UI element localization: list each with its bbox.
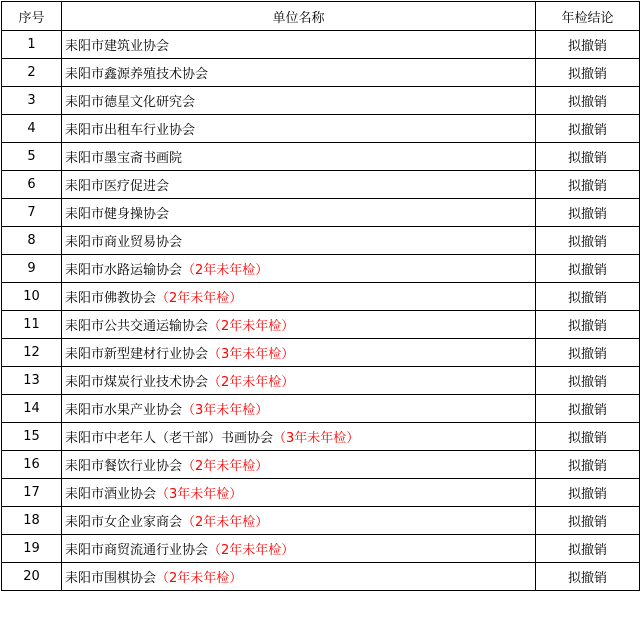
serial-number-cell: 16	[2, 451, 62, 479]
serial-number-cell: 2	[2, 59, 62, 87]
inspection-note: （2年未年检）	[156, 571, 243, 586]
inspection-note: （2年未年检）	[182, 263, 269, 278]
table-row	[2, 31, 640, 59]
unit-name-text: 耒阳市墨宝斋书画院	[65, 151, 183, 166]
unit-name-text: 耒阳市德星文化研究会	[65, 95, 196, 110]
unit-name-text: 耒阳市鑫源养殖技术协会	[65, 67, 209, 82]
table-body	[2, 31, 640, 591]
table-row	[2, 507, 640, 535]
inspection-note: （3年未年检）	[156, 487, 243, 502]
unit-name-text: 耒阳市餐饮行业协会	[65, 459, 183, 474]
table-row	[2, 339, 640, 367]
serial-number-cell: 19	[2, 535, 62, 563]
inspection-result-cell: 拟撤销	[536, 563, 640, 591]
unit-name-text: 耒阳市新型建材行业协会	[65, 347, 209, 362]
unit-name-cell	[62, 199, 536, 227]
header-unit-name: 单位名称	[62, 2, 536, 31]
unit-name-cell	[62, 451, 536, 479]
unit-name-text: 耒阳市建筑业协会	[65, 39, 170, 54]
serial-number-cell: 7	[2, 199, 62, 227]
serial-number-cell: 11	[2, 311, 62, 339]
unit-name-text: 耒阳市酒业协会	[65, 487, 157, 502]
serial-number-cell: 18	[2, 507, 62, 535]
annual-inspection-table	[1, 1, 640, 591]
header-inspection-result: 年检结论	[536, 2, 640, 31]
inspection-result-cell: 拟撤销	[536, 479, 640, 507]
inspection-result-cell: 拟撤销	[536, 283, 640, 311]
unit-name-text: 耒阳市商业贸易协会	[65, 235, 183, 250]
table-row	[2, 143, 640, 171]
table-row	[2, 479, 640, 507]
inspection-note: （3年未年检）	[273, 431, 360, 446]
serial-number-cell: 14	[2, 395, 62, 423]
inspection-result-cell: 拟撤销	[536, 311, 640, 339]
inspection-note: （2年未年检）	[156, 291, 243, 306]
serial-number-cell: 4	[2, 115, 62, 143]
serial-number-cell: 13	[2, 367, 62, 395]
unit-name-cell	[62, 143, 536, 171]
inspection-result-cell: 拟撤销	[536, 507, 640, 535]
unit-name-cell	[62, 507, 536, 535]
inspection-result-cell: 拟撤销	[536, 535, 640, 563]
inspection-note: （2年未年检）	[182, 515, 269, 530]
inspection-result-cell: 拟撤销	[536, 395, 640, 423]
table-row	[2, 311, 640, 339]
unit-name-cell	[62, 563, 536, 591]
unit-name-text: 耒阳市公共交通运输协会	[65, 319, 209, 334]
serial-number-cell: 12	[2, 339, 62, 367]
unit-name-cell	[62, 31, 536, 59]
unit-name-cell	[62, 283, 536, 311]
serial-number-cell: 20	[2, 563, 62, 591]
serial-number-cell: 8	[2, 227, 62, 255]
table-row	[2, 255, 640, 283]
serial-number-cell: 9	[2, 255, 62, 283]
inspection-note: （2年未年检）	[208, 375, 295, 390]
inspection-note: （3年未年检）	[208, 347, 295, 362]
unit-name-text: 耒阳市女企业家商会	[65, 515, 183, 530]
serial-number-cell: 5	[2, 143, 62, 171]
unit-name-cell	[62, 367, 536, 395]
inspection-note: （2年未年检）	[182, 459, 269, 474]
serial-number-cell: 6	[2, 171, 62, 199]
table-row	[2, 115, 640, 143]
inspection-result-cell: 拟撤销	[536, 171, 640, 199]
table-row	[2, 395, 640, 423]
unit-name-cell	[62, 227, 536, 255]
unit-name-text: 耒阳市水路运输协会	[65, 263, 183, 278]
unit-name-text: 耒阳市医疗促进会	[65, 179, 170, 194]
unit-name-text: 耒阳市佛教协会	[65, 291, 157, 306]
table-row	[2, 451, 640, 479]
inspection-note: （2年未年检）	[208, 319, 295, 334]
unit-name-cell	[62, 59, 536, 87]
unit-name-text: 耒阳市健身操协会	[65, 207, 170, 222]
table-header-row	[2, 2, 640, 31]
unit-name-text: 耒阳市煤炭行业技术协会	[65, 375, 209, 390]
unit-name-text: 耒阳市商贸流通行业协会	[65, 543, 209, 558]
table-row	[2, 59, 640, 87]
table-row	[2, 87, 640, 115]
inspection-result-cell: 拟撤销	[536, 59, 640, 87]
unit-name-cell	[62, 395, 536, 423]
inspection-result-cell: 拟撤销	[536, 339, 640, 367]
unit-name-cell	[62, 423, 536, 451]
inspection-result-cell: 拟撤销	[536, 227, 640, 255]
unit-name-cell	[62, 339, 536, 367]
table-row	[2, 227, 640, 255]
table-row	[2, 283, 640, 311]
unit-name-cell	[62, 87, 536, 115]
table-row	[2, 199, 640, 227]
table-row	[2, 171, 640, 199]
unit-name-cell	[62, 171, 536, 199]
unit-name-text: 耒阳市水果产业协会	[65, 403, 183, 418]
inspection-result-cell: 拟撤销	[536, 367, 640, 395]
serial-number-cell: 15	[2, 423, 62, 451]
inspection-note: （3年未年检）	[182, 403, 269, 418]
serial-number-cell: 1	[2, 31, 62, 59]
inspection-result-cell: 拟撤销	[536, 143, 640, 171]
unit-name-cell	[62, 255, 536, 283]
inspection-result-cell: 拟撤销	[536, 255, 640, 283]
inspection-result-cell: 拟撤销	[536, 87, 640, 115]
inspection-result-cell: 拟撤销	[536, 451, 640, 479]
unit-name-cell	[62, 311, 536, 339]
table-row	[2, 563, 640, 591]
inspection-result-cell: 拟撤销	[536, 115, 640, 143]
serial-number-cell: 3	[2, 87, 62, 115]
serial-number-cell: 17	[2, 479, 62, 507]
header-serial-number: 序号	[2, 2, 62, 31]
table-row	[2, 423, 640, 451]
inspection-result-cell: 拟撤销	[536, 199, 640, 227]
unit-name-cell	[62, 115, 536, 143]
table-row	[2, 535, 640, 563]
unit-name-text: 耒阳市出租车行业协会	[65, 123, 196, 138]
unit-name-text: 耒阳市围棋协会	[65, 571, 157, 586]
unit-name-cell	[62, 535, 536, 563]
table-row	[2, 367, 640, 395]
unit-name-text: 耒阳市中老年人（老干部）书画协会	[65, 431, 274, 446]
serial-number-cell: 10	[2, 283, 62, 311]
inspection-result-cell: 拟撤销	[536, 31, 640, 59]
inspection-result-cell: 拟撤销	[536, 423, 640, 451]
unit-name-cell	[62, 479, 536, 507]
inspection-note: （2年未年检）	[208, 543, 295, 558]
